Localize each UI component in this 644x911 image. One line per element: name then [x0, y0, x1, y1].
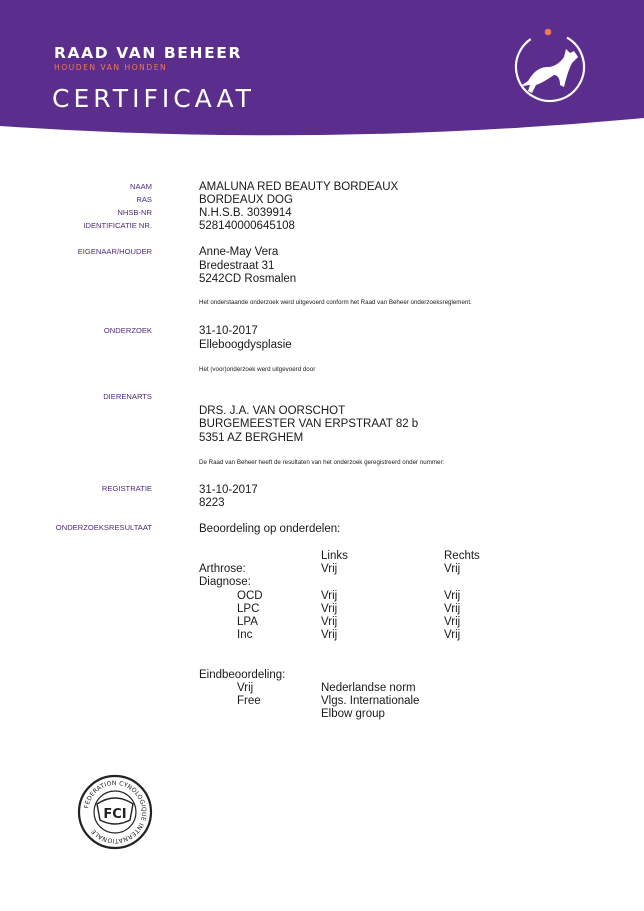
- column-header-links: Links: [321, 550, 348, 562]
- owner-city: 5242CD Rosmalen: [199, 273, 297, 285]
- arthrose-links: Vrij: [321, 563, 338, 575]
- diagnose-row-name: LPA: [237, 616, 258, 628]
- registration-date: 31-10-2017: [199, 484, 258, 496]
- label-dierenarts: DIERENARTS: [103, 392, 152, 401]
- final-nl-norm: Nederlandse norm: [321, 682, 416, 694]
- label-nhsb: NHSB-NR: [117, 208, 152, 217]
- dog-identification-number: 528140000645108: [199, 220, 295, 232]
- examination-date: 31-10-2017: [199, 325, 258, 337]
- arthrose-rechts: Vrij: [444, 563, 461, 575]
- diagnose-row-name: OCD: [237, 590, 263, 602]
- diagnose-row-name: Inc: [237, 629, 253, 641]
- arthrose-label: Arthrose:: [199, 563, 246, 575]
- examination-type: Elleboogdysplasie: [199, 339, 292, 351]
- document-title: CERTIFICAAT: [52, 84, 255, 113]
- label-eigenaar: EIGENAAR/HOUDER: [77, 247, 152, 256]
- owner-name: Anne-May Vera: [199, 246, 279, 258]
- label-onderzoek: ONDERZOEK: [103, 326, 152, 335]
- final-int-norm-group: Elbow group: [321, 708, 385, 720]
- results-heading: Beoordeling op onderdelen:: [199, 523, 341, 535]
- diagnose-row-links: Vrij: [321, 616, 338, 628]
- diagnose-label: Diagnose:: [199, 576, 251, 588]
- label-identificatie: IDENTIFICATIE NR.: [83, 221, 152, 230]
- label-resultaat: ONDERZOEKSRESULTAAT: [55, 523, 152, 532]
- label-naam: NAAM: [130, 182, 152, 191]
- org-tagline: HOUDEN VAN HONDEN: [54, 63, 168, 72]
- diagnose-row-rechts: Vrij: [444, 603, 461, 615]
- final-int-norm: Vlgs. Internationale: [321, 695, 420, 707]
- label-registratie: REGISTRATIE: [101, 484, 152, 493]
- label-ras: RAS: [136, 195, 152, 204]
- running-dog-logo-icon: [508, 27, 592, 107]
- diagnose-row-links: Vrij: [321, 603, 338, 615]
- owner-street: Bredestraat 31: [199, 260, 275, 272]
- diagnose-row-rechts: Vrij: [444, 616, 461, 628]
- diagnose-row-links: Vrij: [321, 629, 338, 641]
- org-name: RAAD VAN BEHEER: [54, 44, 242, 62]
- vet-city: 5351 AZ BERGHEM: [199, 432, 304, 444]
- diagnose-row-name: LPC: [237, 603, 260, 615]
- dog-name: AMALUNA RED BEAUTY BORDEAUX: [199, 181, 399, 193]
- diagnose-row-rechts: Vrij: [444, 629, 461, 641]
- seal-abbreviation: FCI: [103, 807, 127, 822]
- diagnose-row-rechts: Vrij: [444, 590, 461, 602]
- registration-number: 8223: [199, 497, 225, 509]
- vet-street: BURGEMEESTER VAN ERPSTRAAT 82 b: [199, 418, 419, 430]
- final-int-value: Free: [237, 695, 261, 707]
- seal-text: FEDERATION CYNOLOGIQUE INTERNATIONALE: [83, 779, 148, 845]
- dog-nhsb-number: N.H.S.B. 3039914: [199, 207, 292, 219]
- vet-name: DRS. J.A. VAN OORSCHOT: [199, 405, 346, 417]
- final-nl-value: Vrij: [237, 682, 254, 694]
- dog-breed: BORDEAUX DOG: [199, 194, 293, 206]
- note-uitgevoerd: Het (voor)onderzoek werd uitgevoerd door: [199, 366, 316, 373]
- diagnose-row-links: Vrij: [321, 590, 338, 602]
- fci-seal-icon: [77, 774, 153, 850]
- note-conform: Het onderstaande onderzoek werd uitgevoerd conform het Raad van Beheer onderzoeksreglement.: [199, 299, 472, 306]
- note-geregistreerd: De Raad van Beheer heeft de resultaten van het onderzoek geregistreerd onder nummer:: [199, 459, 445, 466]
- column-header-rechts: Rechts: [444, 550, 480, 562]
- final-assessment-label: Eindbeoordeling:: [199, 669, 286, 681]
